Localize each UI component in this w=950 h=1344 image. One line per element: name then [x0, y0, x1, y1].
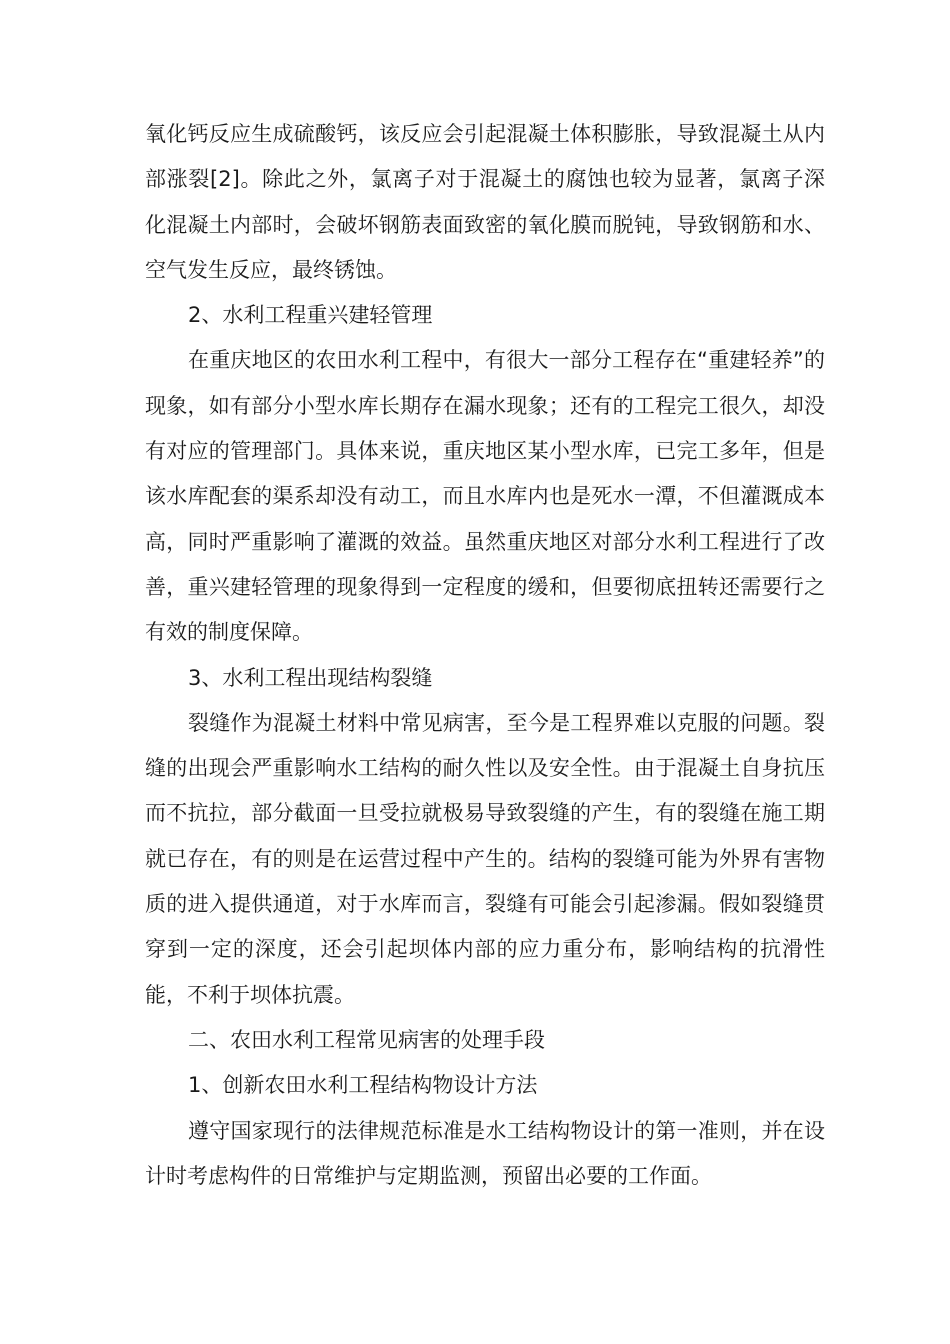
paragraph-design-method: 遵守国家现行的法律规范标准是水工结构物设计的第一准则，并在设计时考虑构件的日常维护与定期监测，预留出必要的工作面。 [145, 1118, 825, 1188]
chapter-heading-treatment: 二、农田水利工程常见病害的处理手段 [188, 1027, 545, 1052]
section-heading-design-method: 1、创新农田水利工程结构物设计方法 [188, 1073, 538, 1098]
document-body [145, 112, 825, 1199]
paragraph-concrete-corrosion: 氧化钙反应生成硫酸钙，该反应会引起混凝土体积膨胀，导致混凝土从内部涨裂[2]。除此之外，氯离子对于混凝土的腐蚀也较为显著，氯离子深化混凝土内部时，会破坏钢筋表面致密的氧化膜而脱钝，导致钢筋和水、空气发生反应，最终锈蚀。 [145, 122, 825, 282]
paragraph-cracks: 裂缝作为混凝土材料中常见病害，至今是工程界难以克服的问题。裂缝的出现会严重影响水工结构的耐久性以及安全性。由于混凝土自身抗压而不抗拉，部分截面一旦受拉就极易导致裂缝的产生，有的裂缝在施工期就已存在，有的则是在运营过程中产生的。结构的裂缝可能为外界有害物质的进入提供通道，对于水库而言，裂缝有可能会引起渗漏。假如裂缝贯穿到一定的深度，还会引起坝体内部的应力重分布，影响结构的抗滑性能，不利于坝体抗震。 [145, 710, 825, 1007]
section-heading-management: 2、水利工程重兴建轻管理 [188, 303, 433, 328]
section-heading-cracks: 3、水利工程出现结构裂缝 [188, 665, 433, 690]
paragraph-management: 在重庆地区的农田水利工程中，有很大一部分工程存在“重建轻养”的现象，如有部分小型水库长期存在漏水现象；还有的工程完工很久，却没有对应的管理部门。具体来说，重庆地区某小型水库，已完工多年，但是该水库配套的渠系却没有动工，而且水库内也是死水一潭，不但灌溉成本高，同时严重影响了灌溉的效益。虽然重庆地区对部分水利工程进行了改善，重兴建轻管理的现象得到一定程度的缓和，但要彻底扭转还需要行之有效的制度保障。 [145, 348, 825, 645]
